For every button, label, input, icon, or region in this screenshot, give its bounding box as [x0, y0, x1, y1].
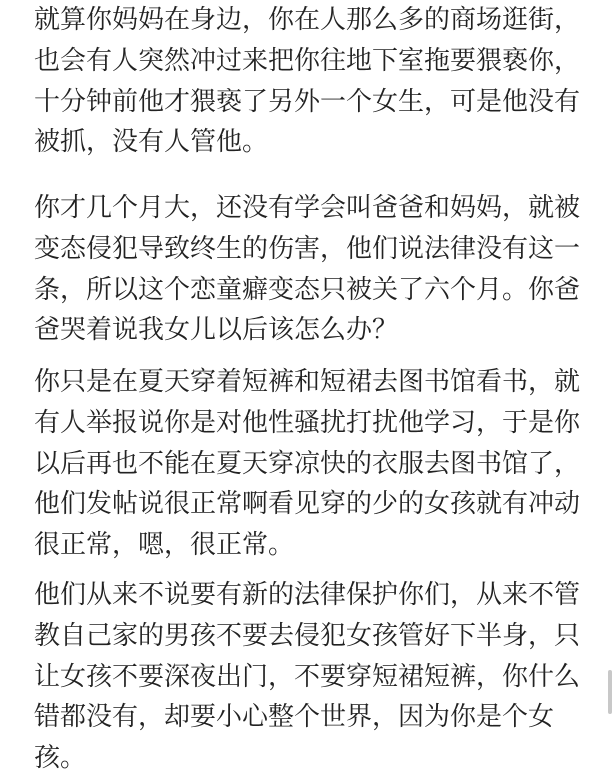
- paragraph-line: 你才几个月大，还没有学会叫爸爸和妈妈，就被: [34, 193, 581, 223]
- scrollbar-thumb[interactable]: [608, 670, 612, 714]
- paragraph-2: [34, 188, 594, 351]
- paragraph-line: 他们发帖说很正常啊看见穿的少的女孩就有冲动: [34, 489, 581, 520]
- paragraph-line: 你只是在夏天穿着短裤和短裙去图书馆看书，就: [34, 367, 581, 397]
- paragraph-line: 很正常，嗯，很正常。: [34, 530, 295, 561]
- paragraph-line: 教自己家的男孩不要去侵犯女孩管好下半身，只: [34, 620, 581, 651]
- paragraph-3: [34, 362, 594, 566]
- paragraph-line: 变态侵犯导致终生的伤害，他们说法律没有这一: [34, 233, 581, 264]
- paragraph-line: 就算你妈妈在身边，你在人那么多的商场逛街，: [34, 5, 581, 35]
- paragraph-line: 也会有人突然冲过来把你往地下室拖要猥亵你，: [34, 45, 581, 76]
- paragraph-line: 以后再也不能在夏天穿凉快的衣服去图书馆了，: [34, 448, 581, 479]
- paragraph-line: 条，所以这个恋童癖变态只被关了六个月。你爸: [34, 274, 581, 305]
- paragraph-1: [34, 0, 594, 163]
- paragraph-line: 错都没有，却要小心整个世界，因为你是个女: [34, 702, 555, 733]
- paragraph-line: 让女孩不要深夜出门，不要穿短裙短裤，你什么: [34, 661, 581, 692]
- paragraph-line: 爸哭着说我女儿以后该怎么办？: [34, 315, 399, 346]
- paragraph-line: 被抓，没有人管他。: [34, 127, 269, 158]
- paragraph-4: [34, 575, 594, 779]
- paragraph-line: 他们从来不说要有新的法律保护你们，从来不管: [34, 580, 581, 610]
- paragraph-line: 孩。: [34, 743, 87, 774]
- paragraph-line: 十分钟前他才猥亵了另外一个女生，可是他没有: [34, 86, 581, 117]
- paragraph-line: 有人举报说你是对他性骚扰打扰他学习，于是你: [34, 407, 581, 438]
